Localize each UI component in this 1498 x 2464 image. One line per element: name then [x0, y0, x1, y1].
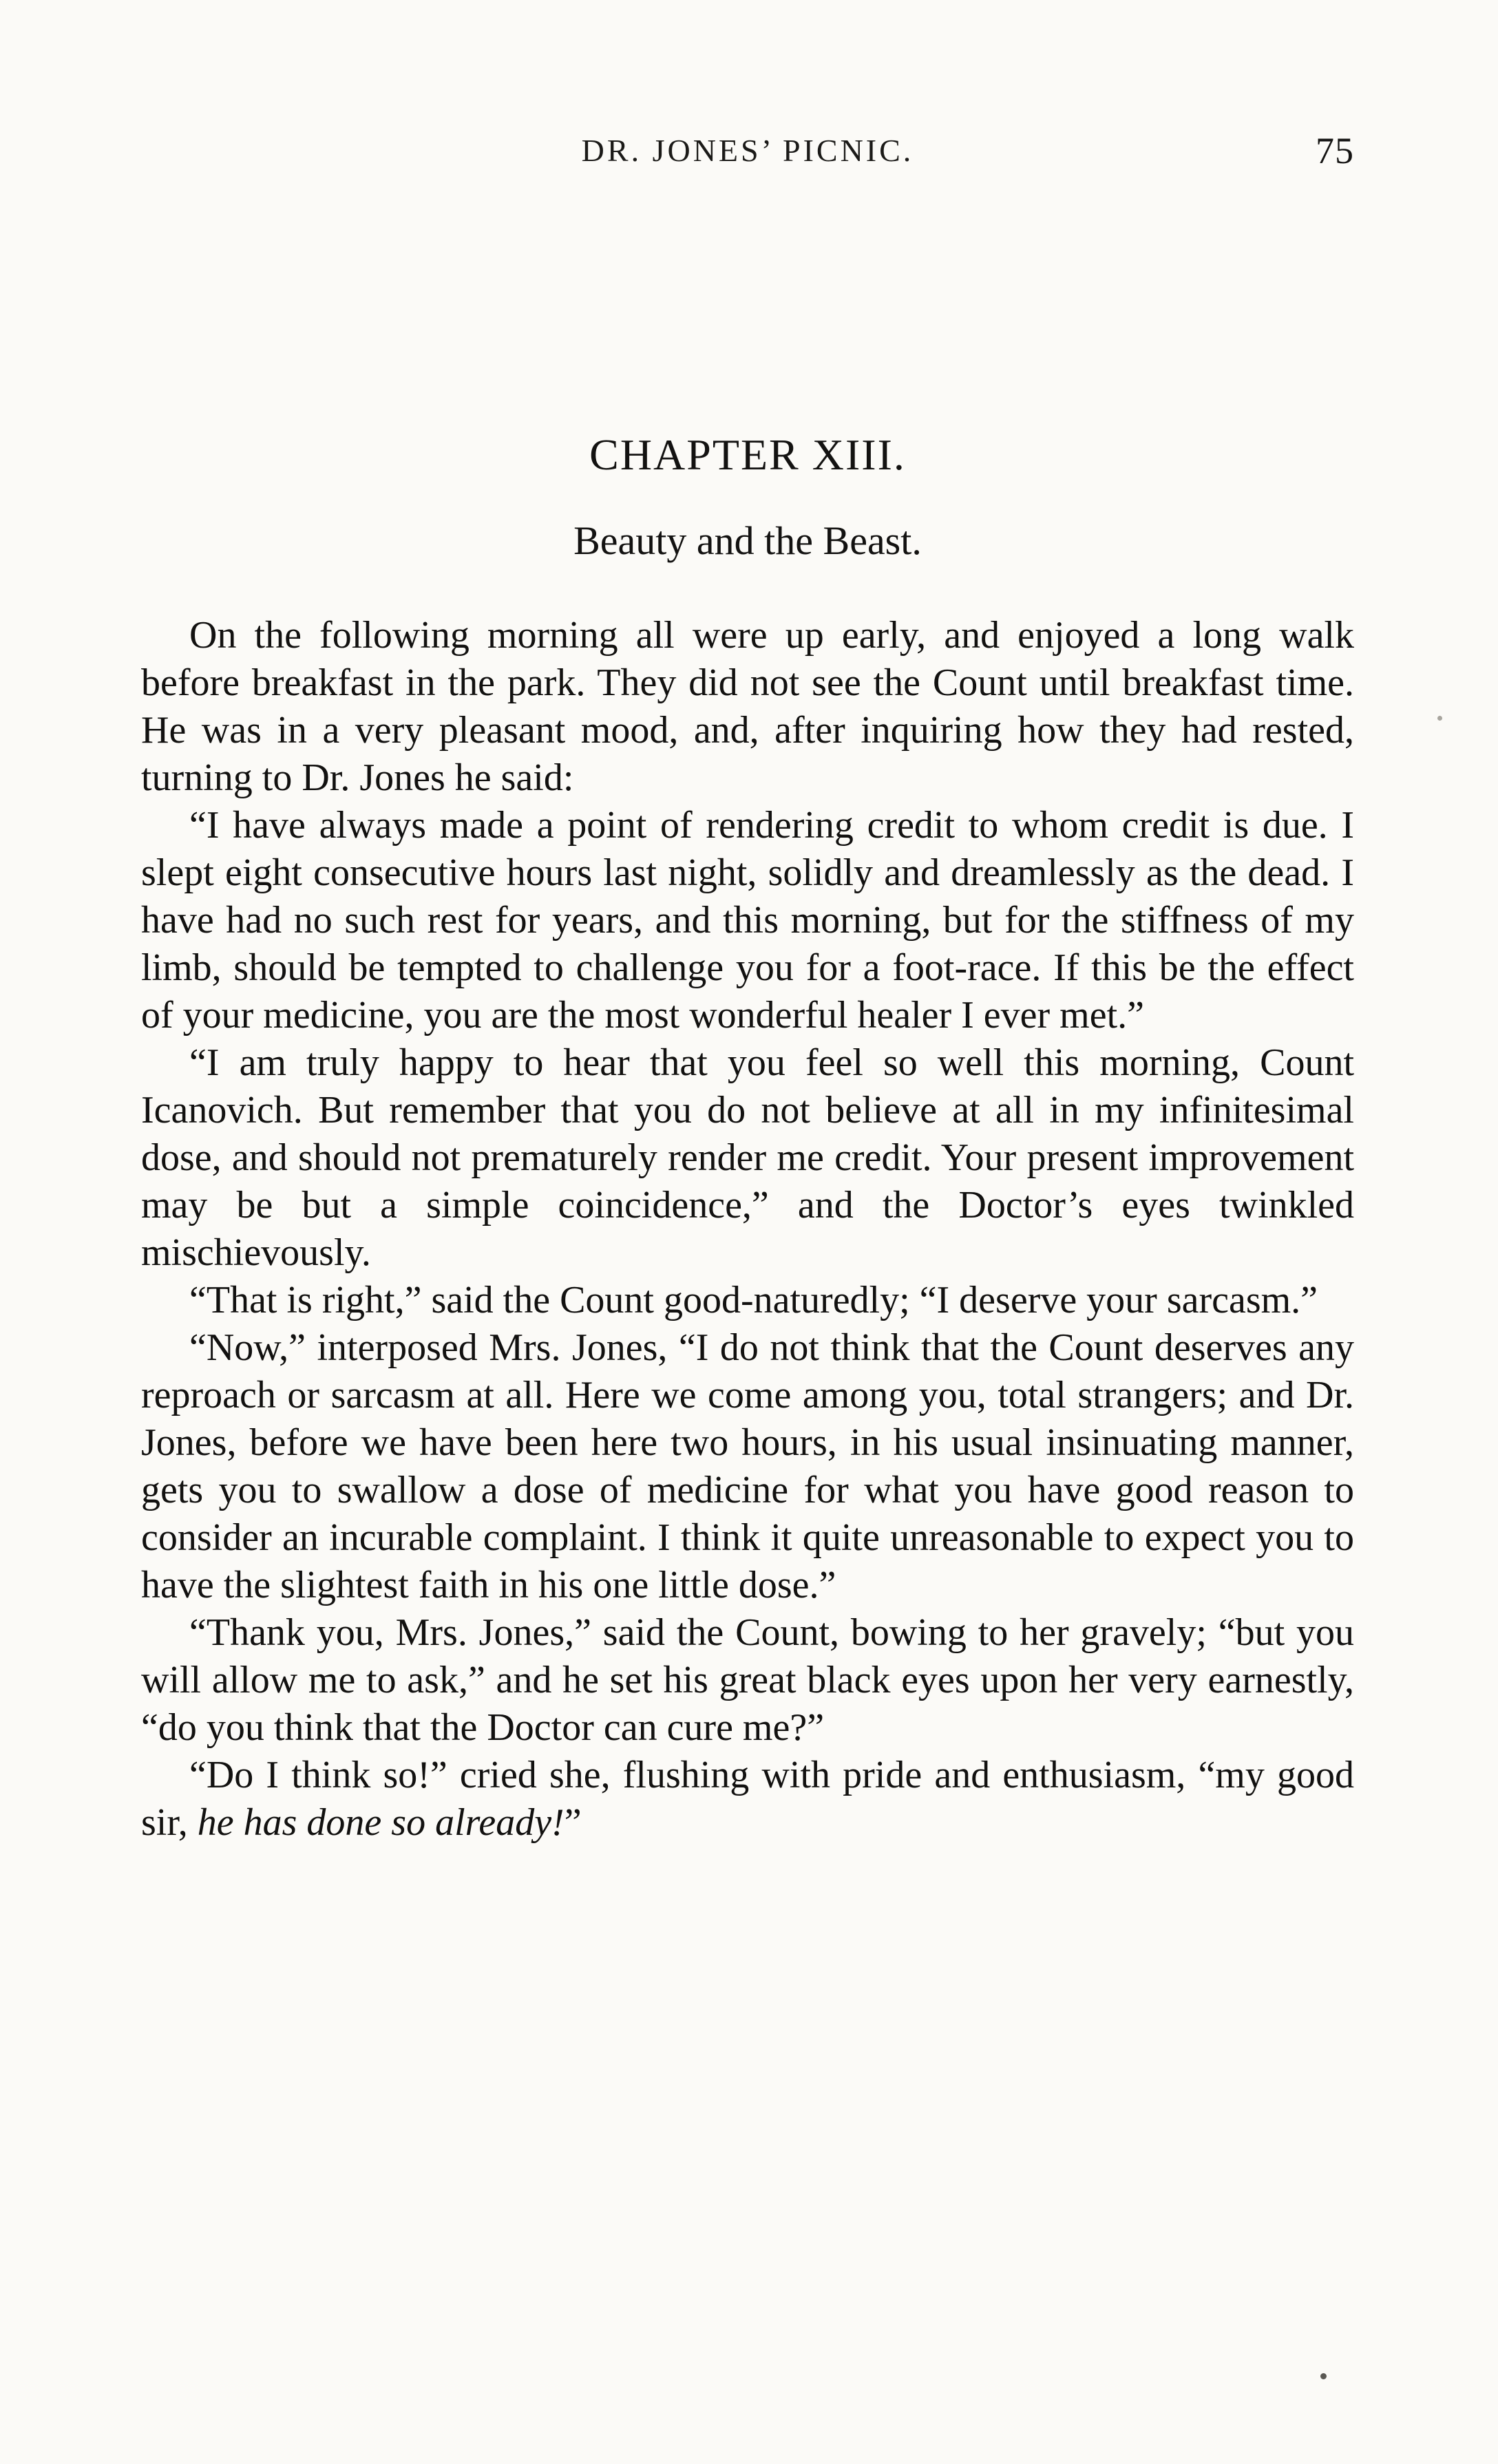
scan-speck — [1437, 716, 1442, 721]
page-number: 75 — [1316, 130, 1354, 171]
paragraph-italic-text: he has done so already! — [197, 1801, 565, 1844]
paragraph-text: ” — [564, 1801, 582, 1844]
chapter-heading: CHAPTER XIII. — [589, 430, 906, 479]
chapter-subtitle: Beauty and the Beast. — [573, 518, 922, 563]
paragraph: “That is right,” said the Count good-naturedly; “I deserve your sarcasm.” — [189, 1279, 1318, 1321]
paragraph: “Thank you, Mrs. Jones,” said the Count, bowing to her gravely; “but you will allow me to ask,” and he set his great black eyes upon her very earnestly, “do you think that the Doctor can cure me?” — [141, 1611, 1354, 1749]
paragraph: On the following morning all were up early, and enjoyed a long walk before breakfast in the park. They did not see the Count until breakfast time. He was in a very pleasant mood, and, after inquiring how they had rested, turning to Dr. Jones he said: — [141, 614, 1354, 799]
paragraph: “I have always made a point of rendering credit to whom credit is due. I slept eight consecutive hours last night, solidly and dreamlessly as the dead. I have had no such rest for years, and this morning, but for the stiffness of my limb, should be tempted to challenge you for a foot-race. If this be the effect of your medicine, you are the most wonderful healer I ever met.” — [141, 804, 1354, 1037]
paragraph: “Now,” interposed Mrs. Jones, “I do not think that the Count deserves any reproach or sarcasm at all. Here we come among you, total strangers; and Dr. Jones, before we have been here two hours, in his usual insinuating manner, gets you to swallow a dose of medicine for what you have good reason to consider an incurable complaint. I think it quite unreasonable to expect you to have the slightest faith in his one little dose.” — [141, 1326, 1354, 1606]
body-text — [141, 612, 1354, 1847]
book-page — [141, 0, 1354, 1847]
paragraph: “I am truly happy to hear that you feel so well this morning, Count Icanovich. But remember that you do not believe at all in my infinitesimal dose, and should not prematurely render me credit. Your present improvement may be but a simple coincidence,” and the Doctor’s eyes twinkled mischievously. — [141, 1041, 1354, 1274]
page-header — [141, 132, 1354, 173]
running-title: DR. JONES’ PICNIC. — [581, 133, 914, 168]
paragraph-text: “Do I think so!” cried she, flushing with pride and enthusiasm, “my good sir, — [141, 1754, 1354, 1844]
paragraph — [141, 1752, 1354, 1847]
scan-speck — [1320, 2373, 1327, 2379]
